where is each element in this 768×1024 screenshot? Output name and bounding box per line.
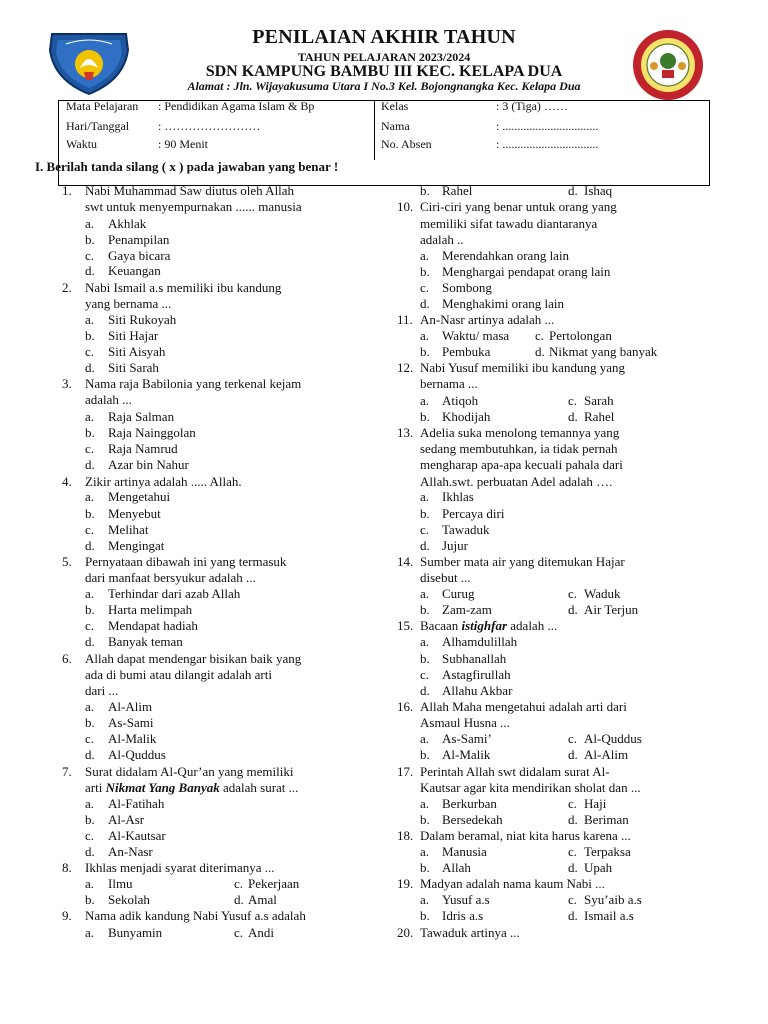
option-text: Sombong — [442, 280, 492, 295]
question-text: bernama ... — [420, 376, 478, 391]
option-text: As-Sami — [108, 715, 154, 730]
question-text-part: adalah ... — [507, 618, 558, 633]
option-letter: a. — [420, 328, 430, 343]
option-text: Al-Alim — [108, 699, 153, 714]
option-text: Andi — [248, 925, 274, 940]
option-text: Raja Nainggolan — [108, 425, 196, 440]
option-letter: d. — [85, 844, 95, 859]
option-text: Menghakimi orang lain — [442, 296, 565, 311]
option-text: Air Terjun — [584, 602, 639, 617]
option-text: Tawaduk — [442, 522, 490, 537]
question-number: 4. — [62, 474, 72, 489]
option-text: Amal — [248, 892, 277, 907]
option-letter: c. — [85, 731, 95, 746]
option-text: Al-Quddus — [584, 731, 642, 746]
option-text: Haji — [584, 796, 607, 811]
option-letter: b. — [85, 506, 95, 521]
absen-label: No. Absen — [381, 137, 432, 151]
option-letter: a. — [85, 586, 95, 601]
option-letter: d. — [85, 634, 95, 649]
question-number: 20. — [397, 925, 414, 940]
name-label: Nama — [381, 119, 410, 133]
option-text: Al-Asr — [108, 812, 145, 827]
option-letter: c. — [234, 925, 244, 940]
option-text: Subhanallah — [442, 651, 507, 666]
instruction: I. Berilah tanda silang ( x ) pada jawaban yang benar ! — [35, 159, 339, 174]
option-letter: a. — [420, 731, 430, 746]
option-text: Bersedekah — [442, 812, 503, 827]
question-text: Adelia suka menolong temannya yang — [420, 425, 620, 440]
option-letter: b. — [420, 506, 430, 521]
option-text: Atiqoh — [442, 393, 479, 408]
option-letter: a. — [85, 216, 95, 231]
option-letter: d. — [535, 344, 545, 359]
option-letter: c. — [568, 731, 578, 746]
option-text: Keuangan — [108, 263, 161, 278]
class-label: Kelas — [381, 99, 409, 113]
question-text: dari ... — [85, 683, 119, 698]
option-text: Beriman — [584, 812, 629, 827]
option-text: Mengetahui — [108, 489, 171, 504]
emphasized-term: Nikmat Yang Banyak — [105, 780, 220, 795]
option-letter: c. — [420, 667, 430, 682]
question-text: adalah .. — [420, 232, 464, 247]
option-text: Bunyamin — [108, 925, 163, 940]
question-number: 8. — [62, 860, 72, 875]
option-text: Siti Hajar — [108, 328, 159, 343]
school-address: Alamat : Jln. Wijayakusuma Utara I No.3 Kel. Bojongnangka Kec. Kelapa Dua — [187, 79, 581, 93]
question-number: 12. — [397, 360, 414, 375]
absen-value: : ................................ — [496, 137, 599, 151]
option-letter: a. — [85, 925, 95, 940]
school-name: SDN KAMPUNG BAMBU III KEC. KELAPA DUA — [205, 63, 563, 80]
option-letter: d. — [568, 602, 578, 617]
option-text: Ilmu — [108, 876, 133, 891]
question-text: Allah Maha mengetahui adalah arti dari — [420, 699, 627, 714]
option-text: An-Nasr — [108, 844, 153, 859]
option-letter: d. — [85, 457, 95, 472]
option-text: Al-Alim — [584, 747, 629, 762]
option-letter: d. — [85, 263, 95, 278]
option-text: Alhamdulillah — [442, 634, 518, 649]
option-letter: d. — [568, 812, 578, 827]
option-letter: a. — [85, 796, 95, 811]
option-letter: b. — [420, 183, 430, 198]
question-text: Pernyataan dibawah ini yang termasuk — [85, 554, 287, 569]
option-letter: c. — [85, 618, 95, 633]
date-label: Hari/Tanggal — [66, 119, 130, 133]
option-text: Manusia — [442, 844, 487, 859]
question-number: 19. — [397, 876, 414, 891]
question-number: 2. — [62, 280, 72, 295]
option-letter: a. — [420, 248, 430, 263]
question-text — [85, 780, 298, 796]
option-letter: d. — [568, 409, 578, 424]
option-letter: b. — [85, 892, 95, 907]
option-text: Harta melimpah — [108, 602, 193, 617]
question-text: ada di bumi atau dilangit adalah arti — [85, 667, 272, 682]
question-text — [420, 618, 557, 634]
question-number: 13. — [397, 425, 414, 440]
question-text: Zikir artinya adalah ..... Allah. — [85, 474, 242, 489]
option-text: Rahel — [442, 183, 473, 198]
option-letter: a. — [85, 699, 95, 714]
option-letter: a. — [420, 844, 430, 859]
option-letter: d. — [568, 860, 578, 875]
option-text: As-Sami’ — [442, 731, 492, 746]
school-year: TAHUN PELAJARAN 2023/2024 — [297, 50, 471, 64]
option-letter: a. — [85, 409, 95, 424]
option-text: Penampilan — [108, 232, 170, 247]
question-text: An-Nasr artinya adalah ... — [420, 312, 555, 327]
option-text: Percaya diri — [442, 506, 505, 521]
option-text: Al-Quddus — [108, 747, 166, 762]
option-letter: b. — [420, 651, 430, 666]
option-text: Pertolongan — [549, 328, 612, 343]
question-text: Nabi Yusuf memiliki ibu kandung yang — [420, 360, 625, 375]
option-letter: b. — [420, 264, 430, 279]
option-text: Zam-zam — [442, 602, 492, 617]
question-number: 14. — [397, 554, 414, 569]
option-text: Upah — [584, 860, 613, 875]
question-text: adalah ... — [85, 392, 132, 407]
option-letter: d. — [420, 538, 430, 553]
class-value: : 3 (Tiga) …… — [496, 99, 568, 113]
option-letter: d. — [85, 360, 95, 375]
question-text: Asmaul Husna ... — [420, 715, 510, 730]
option-text: Rahel — [584, 409, 615, 424]
question-text: Nabi Muhammad Saw diutus oleh Allah — [85, 183, 295, 198]
option-text: Menghargai pendapat orang lain — [442, 264, 611, 279]
question-text: Surat didalam Al-Qur’an yang memiliki — [85, 764, 294, 779]
option-letter: a. — [85, 312, 95, 327]
option-letter: b. — [420, 344, 430, 359]
option-text: Akhlak — [108, 216, 147, 231]
question-number: 9. — [62, 908, 72, 923]
option-text: Raja Salman — [108, 409, 175, 424]
option-text: Mengingat — [108, 538, 165, 553]
question-text: Nama adik kandung Nabi Yusuf a.s adalah — [85, 908, 306, 923]
option-letter: b. — [85, 812, 95, 827]
option-letter: c. — [85, 248, 95, 263]
question-text: Sumber mata air yang ditemukan Hajar — [420, 554, 625, 569]
option-letter: b. — [420, 602, 430, 617]
question-text: swt untuk menyempurnakan ...... manusia — [85, 199, 302, 214]
option-text: Waduk — [584, 586, 621, 601]
question-text: Kautsar agar kita mendirikan sholat dan ... — [420, 780, 641, 795]
option-letter: d. — [85, 538, 95, 553]
subject-label: Mata Pelajaran — [66, 99, 139, 113]
question-number: 3. — [62, 376, 72, 391]
subject-value: : Pendidikan Agama Islam & Bp — [158, 99, 315, 113]
option-letter: b. — [85, 715, 95, 730]
option-text: Astagfirullah — [442, 667, 511, 682]
option-letter: c. — [85, 522, 95, 537]
option-letter: d. — [420, 296, 430, 311]
option-text: Berkurban — [442, 796, 497, 811]
question-text: Madyan adalah nama kaum Nabi ... — [420, 876, 605, 891]
date-value: : …………………… — [158, 119, 261, 133]
option-letter: a. — [420, 796, 430, 811]
option-letter: a. — [420, 892, 430, 907]
option-letter: b. — [85, 328, 95, 343]
option-text: Siti Aisyah — [108, 344, 166, 359]
option-text: Melihat — [108, 522, 149, 537]
question-text: memiliki sifat tawadu diantaranya — [420, 216, 598, 231]
option-text: Merendahkan orang lain — [442, 248, 570, 263]
question-number: 16. — [397, 699, 414, 714]
option-letter: b. — [420, 812, 430, 827]
option-text: Curug — [442, 586, 475, 601]
option-text: Terpaksa — [584, 844, 631, 859]
option-letter: c. — [420, 280, 430, 295]
option-letter: b. — [420, 908, 430, 923]
question-number: 6. — [62, 651, 72, 666]
page-title: PENILAIAN AKHIR TAHUN — [252, 26, 516, 48]
option-text: Idris a.s — [442, 908, 484, 923]
question-text: Ciri-ciri yang benar untuk orang yang — [420, 199, 617, 214]
option-text: Raja Namrud — [108, 441, 178, 456]
question-text: sedang membutuhkan, ia tidak pernah — [420, 441, 618, 456]
question-text: Perintah Allah swt didalam surat Al- — [420, 764, 610, 779]
option-letter: d. — [420, 683, 430, 698]
option-letter: a. — [85, 489, 95, 504]
info-divider — [374, 100, 375, 160]
question-text: dari manfaat bersyukur adalah ... — [85, 570, 256, 585]
option-letter: a. — [85, 876, 95, 891]
option-letter: a. — [420, 634, 430, 649]
name-value: : ................................ — [496, 119, 599, 133]
option-letter: c. — [85, 828, 95, 843]
question-text: Ikhlas menjadi syarat diterimanya ... — [85, 860, 275, 875]
question-number: 1. — [62, 183, 72, 198]
option-letter: d. — [568, 747, 578, 762]
option-letter: d. — [568, 183, 578, 198]
question-number: 7. — [62, 764, 72, 779]
option-text: Sekolah — [108, 892, 150, 907]
option-letter: a. — [420, 393, 430, 408]
option-letter: b. — [420, 860, 430, 875]
question-number: 18. — [397, 828, 414, 843]
question-text: Tawaduk artinya ... — [420, 925, 520, 940]
option-letter: d. — [568, 908, 578, 923]
option-letter: c. — [85, 344, 95, 359]
question-text-part: adalah surat ... — [219, 780, 299, 795]
option-letter: a. — [420, 489, 430, 504]
option-text: Khodijah — [442, 409, 491, 424]
question-number: 17. — [397, 764, 414, 779]
option-text: Al-Fatihah — [108, 796, 165, 811]
option-text: Pembuka — [442, 344, 491, 359]
option-text: Banyak teman — [108, 634, 183, 649]
option-letter: d. — [85, 747, 95, 762]
option-text: Mendapat hadiah — [108, 618, 198, 633]
question-text: Nabi Ismail a.s memiliki ibu kandung — [85, 280, 282, 295]
option-text: Terhindar dari azab Allah — [108, 586, 241, 601]
question-text: mengharap apa-apa kecuali pahala dari — [420, 457, 623, 472]
option-letter: c. — [420, 522, 430, 537]
option-text: Waktu/ masa — [442, 328, 510, 343]
option-letter: c. — [568, 844, 578, 859]
option-text: Menyebut — [108, 506, 161, 521]
option-text: Azar bin Nahur — [108, 457, 189, 472]
question-text: yang bernama ... — [85, 296, 172, 311]
option-letter: b. — [420, 747, 430, 762]
time-label: Waktu — [66, 137, 98, 151]
option-text: Al-Malik — [108, 731, 157, 746]
option-letter: c. — [568, 796, 578, 811]
question-text: Nama raja Babilonia yang terkenal kejam — [85, 376, 302, 391]
option-text: Ismail a.s — [584, 908, 634, 923]
option-text: Siti Rukoyah — [108, 312, 177, 327]
option-letter: a. — [420, 586, 430, 601]
option-letter: c. — [85, 441, 95, 456]
question-number: 5. — [62, 554, 72, 569]
option-letter: d. — [234, 892, 244, 907]
emphasized-term: istighfar — [461, 618, 508, 633]
question-number: 11. — [397, 312, 413, 327]
option-letter: c. — [568, 586, 578, 601]
option-text: Siti Sarah — [108, 360, 159, 375]
time-value: : 90 Menit — [158, 137, 208, 151]
option-letter: c. — [535, 328, 545, 343]
option-text: Gaya bicara — [108, 248, 171, 263]
option-text: Ishaq — [584, 183, 613, 198]
option-letter: b. — [420, 409, 430, 424]
question-text: disebut ... — [420, 570, 471, 585]
option-letter: b. — [85, 232, 95, 247]
question-text-part: arti — [85, 780, 106, 795]
option-letter: c. — [568, 393, 578, 408]
option-text: Sarah — [584, 393, 614, 408]
question-text: Allah dapat mendengar bisikan baik yang — [85, 651, 302, 666]
option-letter: b. — [85, 602, 95, 617]
option-text: Pekerjaan — [248, 876, 300, 891]
question-number: 15. — [397, 618, 414, 633]
question-text-part: Bacaan — [420, 618, 462, 633]
question-text: Allah.swt. perbuatan Adel adalah …. — [420, 474, 613, 489]
option-letter: c. — [234, 876, 244, 891]
question-text: Dalam beramal, niat kita harus karena ... — [420, 828, 631, 843]
option-text: Al-Kautsar — [108, 828, 166, 843]
option-letter: c. — [568, 892, 578, 907]
option-text: Allahu Akbar — [442, 683, 513, 698]
option-text: Nikmat yang banyak — [549, 344, 658, 359]
option-text: Yusuf a.s — [442, 892, 490, 907]
option-text: Syu’aib a.s — [584, 892, 642, 907]
option-text: Jujur — [442, 538, 468, 553]
option-text: Allah — [442, 860, 471, 875]
option-text: Al-Malik — [442, 747, 491, 762]
question-number: 10. — [397, 199, 414, 214]
option-letter: b. — [85, 425, 95, 440]
option-text: Ikhlas — [442, 489, 474, 504]
